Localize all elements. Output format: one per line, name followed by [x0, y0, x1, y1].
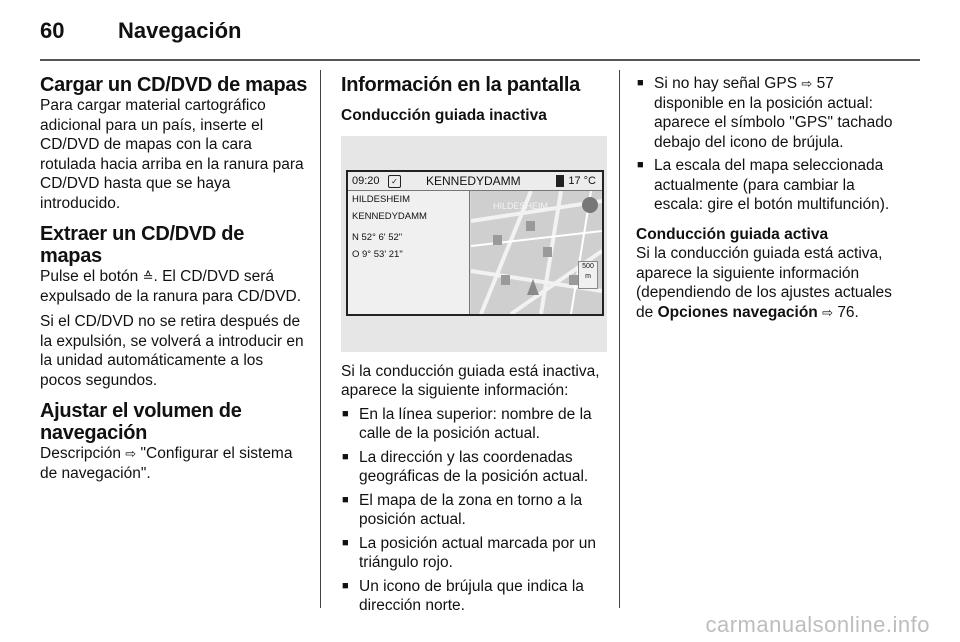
nav-display	[346, 170, 604, 316]
section-heading: Cargar un CD/DVD de mapas	[40, 74, 308, 96]
display-temperature: 17 °C	[568, 174, 596, 187]
map-scale	[578, 261, 598, 289]
list-item-text: El mapa de la zona en torno a la posición actual.	[359, 491, 583, 528]
list-item	[636, 156, 906, 215]
display-longitude: O 9° 53' 21"	[352, 248, 403, 260]
section-text	[40, 444, 308, 483]
map-city-label: HILDESHEIM	[493, 200, 549, 211]
display-street: KENNEDYDAMM	[426, 173, 521, 188]
bullet-icon: ■	[342, 579, 349, 592]
menu-name: Opciones navegación	[657, 303, 818, 321]
section-navigation-volume	[40, 400, 308, 483]
section-heading: Extraer un CD/DVD de mapas	[40, 223, 245, 267]
bullet-icon: ■	[637, 77, 644, 89]
page-ref: 57	[816, 75, 834, 92]
text-fragment: . El CD/DVD será expulsado de la ranura para CD/DVD.	[40, 268, 302, 305]
section-heading: Ajustar el volumen de navegación	[40, 400, 242, 444]
column-1	[40, 74, 308, 493]
bullet-icon: ■	[342, 407, 349, 420]
intro-text: Si la conducción guiada está inactiva, aparece la siguiente información:	[341, 362, 600, 399]
list-item-text: disponible en la posición actual: aparece el símbolo "GPS" tachado debajo del icono de brújula.	[654, 94, 893, 151]
clock-icon: ✓	[388, 175, 401, 188]
bullet-icon: ■	[342, 450, 349, 463]
page-ref-arrow-icon: ⇨	[801, 76, 813, 91]
info-list	[636, 74, 906, 215]
watermark: carmanualsonline.info	[705, 612, 930, 637]
thermometer-icon	[556, 175, 564, 187]
page-ref-arrow-icon: ⇨	[125, 446, 137, 461]
display-top-bar	[348, 172, 602, 191]
page-title: Navegación	[118, 18, 242, 43]
text-fragment: Pulse el botón	[40, 268, 139, 285]
scale-unit: m	[585, 272, 591, 280]
list-item-text: La escala del mapa seleccionada actualmente (para cambiar la escala: gire el botón multifunción).	[654, 157, 890, 213]
subheading: Conducción guiada activa	[636, 225, 829, 243]
scale-value: 500	[582, 262, 594, 270]
column-3	[636, 74, 906, 330]
section-text	[40, 267, 308, 306]
section-eject-map-disc	[40, 223, 308, 390]
section-text: Para cargar material cartográfico adicional para un país, inserte el CD/DVD de mapas con la cara rotulada hacia arriba en la ranura para CD/DVD hasta que se haya introducido.	[40, 97, 304, 212]
section-text: Si el CD/DVD no se retira después de la expulsión, se volverá a introducir en la unidad automáticamente a los pocos segundos.	[40, 313, 304, 389]
compass-icon	[582, 197, 598, 213]
list-item	[341, 534, 607, 573]
page-number: 60	[40, 18, 65, 43]
display-city: HILDESHEIM	[352, 193, 411, 205]
eject-icon: ≙	[142, 269, 154, 284]
text-fragment: Si la conducción guiada está activa, aparece la siguiente información (dependiendo de los ajustes actuales de	[636, 245, 892, 321]
display-latitude: N 52° 6' 52"	[352, 231, 403, 243]
list-item-text: En la línea superior: nombre de la calle de la posición actual.	[359, 405, 592, 442]
list-item-text: Un icono de brújula que indica la dirección norte.	[359, 577, 584, 614]
bullet-icon: ■	[342, 536, 349, 549]
section-active-guidance	[636, 225, 906, 323]
list-item	[341, 448, 607, 487]
display-map	[471, 191, 602, 314]
text-fragment: "Configurar el sistema de navegación".	[40, 445, 293, 482]
display-time: 09:20	[352, 174, 380, 187]
list-item	[636, 74, 906, 152]
bullet-icon: ■	[342, 493, 349, 506]
list-item-text: La posición actual marcada por un triángulo rojo.	[359, 534, 596, 571]
list-item	[341, 577, 607, 616]
list-item-text: La dirección y las coordenadas geográficas de la posición actual.	[359, 448, 589, 485]
subheading: Conducción guiada inactiva	[341, 107, 547, 124]
header-rule	[40, 59, 920, 61]
column-divider	[320, 70, 321, 608]
page-ref-arrow-icon: ⇨	[822, 304, 833, 320]
column-2	[341, 74, 607, 620]
display-info-pane	[348, 191, 470, 314]
section-text	[636, 244, 906, 322]
list-item-text: Si no hay señal GPS	[654, 75, 798, 92]
info-list	[341, 405, 607, 616]
display-street-line: KENNEDYDAMM	[352, 210, 427, 222]
column-divider	[619, 70, 620, 608]
list-item	[341, 491, 607, 530]
section-heading: Información en la pantalla	[341, 74, 580, 96]
section-load-map-disc	[40, 74, 308, 213]
bullet-icon: ■	[637, 159, 644, 171]
page-ref: 76.	[837, 303, 859, 321]
display-screenshot	[341, 136, 607, 352]
page-header	[40, 14, 920, 54]
text-fragment: Descripción	[40, 445, 121, 462]
list-item	[341, 405, 607, 444]
